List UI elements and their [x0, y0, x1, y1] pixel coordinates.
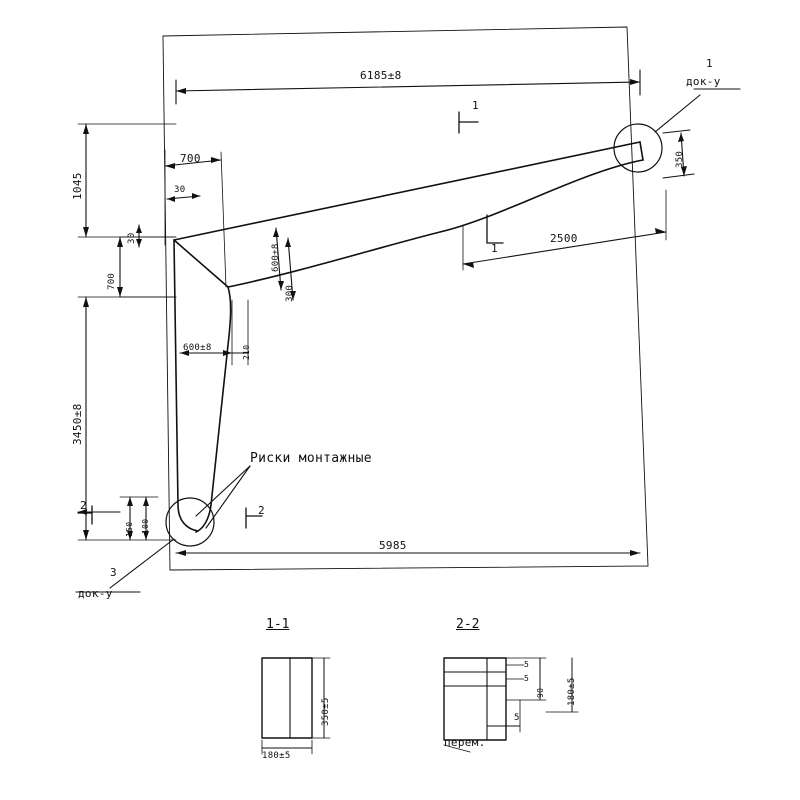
dim-600-vert-label: 600±8	[183, 343, 212, 353]
dim-30a-label: 30	[174, 185, 186, 195]
dim-210-label: 210	[242, 344, 251, 360]
cut-2-left-label: 2	[80, 499, 87, 512]
node-1-label: док-у	[686, 75, 721, 88]
dim-left-chain	[78, 124, 176, 540]
dim-overall-bottom	[176, 550, 640, 556]
node-circles	[166, 124, 662, 546]
section-1-1-width-label: 180±5	[262, 751, 291, 761]
dim-700-left-label: 700	[107, 272, 117, 290]
cut-1-top-label: 1	[472, 99, 479, 112]
dim-knee-group	[180, 300, 248, 365]
dim-2500-label: 2500	[550, 232, 578, 245]
section-2-2-height-label: 180±5	[567, 677, 577, 706]
dim-overall-bottom-label: 5985	[379, 539, 407, 552]
section-2-2-90-label: 90	[536, 687, 545, 698]
node-3-number: 3	[110, 566, 117, 579]
dim-700-top-label: 700	[180, 152, 201, 165]
cut-1-mid-label: 1	[491, 242, 498, 255]
section-2-2-5-bottom-label: 5	[514, 713, 520, 723]
dim-350-right-label: 350	[675, 150, 685, 168]
dim-top-left-group	[136, 150, 226, 287]
section-1-1-title: 1-1	[266, 617, 290, 632]
dim-30b-label: 30	[127, 232, 137, 244]
dim-100-label: 100	[141, 518, 150, 534]
dim-150-label: 150	[125, 521, 134, 537]
construction-frame	[163, 27, 648, 570]
section-1-1-geometry	[262, 658, 330, 754]
node-3-label: док-у	[78, 587, 113, 600]
section-2-2-5-mid-label: 5	[524, 674, 530, 683]
section-2-2-5-top-label: 5	[524, 660, 530, 669]
dim-left-lower-label: 3450±8	[71, 403, 84, 445]
section-1-1-height-label: 350±5	[321, 697, 331, 726]
dim-600-incl-label: 600±8	[271, 243, 281, 272]
dim-overall-top-label: 6185±8	[360, 69, 402, 82]
mounting-marks-label: Риски монтажные	[250, 451, 372, 466]
dim-left-upper-label: 1045	[71, 172, 84, 200]
dim-overall-top	[176, 70, 640, 104]
cut-2-right-label: 2	[258, 504, 265, 517]
node-1-number: 1	[706, 57, 713, 70]
section-2-2-bottom-note: перем.	[444, 736, 486, 749]
dim-300-incl-label: 300	[285, 284, 295, 302]
section-2-2-title: 2-2	[456, 617, 480, 632]
marks-leader	[196, 466, 250, 528]
